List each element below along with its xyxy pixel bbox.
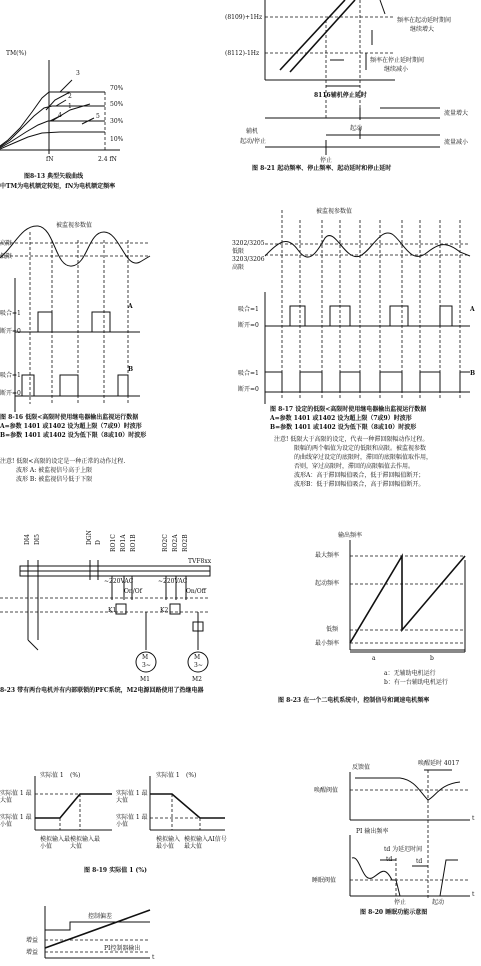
fig23-wiring xyxy=(0,560,210,672)
fig17-p2: 3203/3206 xyxy=(232,256,265,263)
fig23b-xa: a xyxy=(372,655,376,662)
fig16-note3: 波形 B: 被监视信号低于下限 xyxy=(16,476,93,483)
fig19-xmax-1: 模拟输入最大值 xyxy=(70,836,101,850)
fig19-max-2: 实际值 1 最大值 xyxy=(116,790,148,804)
fig13-plot xyxy=(0,60,120,154)
fig23b-fmin: 最小频率 xyxy=(315,640,340,647)
fig23-term-ro1a: RO1A xyxy=(120,534,127,552)
fig21-ann-up: 频率在起动延时期间 xyxy=(397,17,452,24)
fig23b-legend2: b：有一台辅助电机运行 xyxy=(384,679,448,686)
fig17-off-b: 断开=0 xyxy=(238,386,259,393)
fig16-monitored: 被监视参数值 xyxy=(56,222,93,229)
fig16-caption: 图 8-16 低限<高限时使用继电器输出监视运行数据 xyxy=(0,414,139,421)
fig17-note4: 否则，穿过高限时，滞回的高限幅值去作用。 xyxy=(294,463,415,470)
fig19-xmax-2: 模拟输入最大值 xyxy=(184,836,209,850)
fig23b-caption: 图 8-23 在一个二电机系统中，控制信号和调速电机频率 xyxy=(278,697,430,704)
fig19-unit-1: (%) xyxy=(70,772,81,779)
fig20-pi-out: PI 输出频率 xyxy=(356,828,389,835)
fig23-term-ro1c: RO1C xyxy=(110,534,117,552)
fig20-caption: 图 8-20 睡眠功能示意图 xyxy=(360,909,428,916)
fig17-low: 低限 xyxy=(232,248,245,255)
fig20-t-2: t xyxy=(472,891,475,898)
fig20-t-1: t xyxy=(472,815,475,822)
fig23b-legend1: a：无辅助电机运行 xyxy=(384,670,436,677)
fig13-x-fn: fN xyxy=(46,156,54,163)
fig23-m2: M2 xyxy=(192,676,202,683)
fig17-caption: 图 8-17 设定的低限<高限时使用继电器输出监视运行数据 xyxy=(270,406,427,413)
fig23-m1: M1 xyxy=(140,676,150,683)
fig16-plot xyxy=(0,226,150,412)
fig16-off-b: 断开=0 xyxy=(0,390,21,397)
fig13-curve-2: 2 xyxy=(68,93,72,100)
fig13-curve-3: 3 xyxy=(76,70,80,77)
fig16-on-a: 吸合=1 xyxy=(0,310,21,317)
fig13-ylabel: TM(%) xyxy=(6,50,27,57)
fig17-on-b: 吸合=1 xyxy=(238,370,259,377)
fig21-timer: 8116辅机停止延时 xyxy=(314,92,367,99)
fig16-high: 高限 xyxy=(0,240,13,247)
fig13-caption2: 中TM为电机额定转矩，fN为电机额定频率 xyxy=(0,183,116,190)
fig17-on-a: 吸合=1 xyxy=(238,306,259,313)
fig23-term-ro2b: RO2B xyxy=(182,534,189,552)
fig23b-fstart: 起动频率 xyxy=(315,580,340,587)
fig20-td-label: td 为延迟时间 xyxy=(384,846,423,853)
fig24-t: t xyxy=(152,954,155,961)
fig23b-fmax: 最大频率 xyxy=(315,552,340,559)
fig17-note2: 限幅的两个幅值为设定的低限和高限。被监视参数 xyxy=(294,445,427,452)
fig17-note3: 的曲线穿过设定的底限时，滞回的底限幅值取作用， xyxy=(294,454,433,461)
fig17-line-a: A=参数 1401 或1402 设为超上限（7或9）时波形 xyxy=(270,415,412,422)
fig23-term-ro2c: RO2C xyxy=(162,534,169,552)
fig23-caption: 8-23 带有两台电机并有内部联锁的PFC系统，M2电源回路使用了热继电器 xyxy=(0,687,204,694)
fig21-flow-up: 流量增大 xyxy=(444,110,469,117)
fig21-start: 起动 xyxy=(350,125,363,132)
fig16-on-b: 吸合=1 xyxy=(0,372,21,379)
fig17-line-b: B=参数 1401 或1402 设为低下限（8或10）时波形 xyxy=(270,424,417,431)
fig19-ylabel-2: 实际值 1 xyxy=(156,772,180,779)
fig13-caption: 图8-13 典型矢载曲线 xyxy=(24,173,84,180)
fig23-m-2: M xyxy=(194,654,201,661)
fig13-x-24fn: 2.4 fN xyxy=(98,156,117,163)
fig23-term-ro2a: RO2A xyxy=(172,534,179,552)
fig23-term-di4: DI4 xyxy=(24,534,31,545)
fig16-note1: 注意! 低限<高限的设定是一种正常的动作过程. xyxy=(0,458,126,465)
fig19-ylabel-1: 实际值 1 xyxy=(40,772,64,779)
fig23-term-ro1b: RO1B xyxy=(130,534,137,552)
fig20-sleep-level: 睡眠阀值 xyxy=(312,877,337,884)
fig24-pi-out: PI控制器输出 xyxy=(104,945,141,952)
fig16-line-b: B=参数 1401 或1402 设为低下限（8或10）时波形 xyxy=(0,432,147,439)
fig21-caption: 图 8-21 起动频率、停止频率、起动延时和停止延时 xyxy=(252,165,392,172)
fig20-td-2: td xyxy=(416,858,423,865)
fig13-curve-4: 4 xyxy=(58,112,62,119)
fig13-level-10: 10% xyxy=(110,136,124,143)
fig23-term-dgn: DGN xyxy=(86,530,93,545)
fig17-note1: 注意! 低限大于高限的设定，代表一种滞回限幅动作过程。 xyxy=(274,436,429,443)
fig21-stop: 停止 xyxy=(320,157,333,164)
fig23-m3-1: 3~ xyxy=(142,662,151,669)
fig19-caption: 图 8-19 实际值 1 (%) xyxy=(84,867,147,874)
fig20-stop: 停止 xyxy=(394,899,407,906)
fig13-curve-5: 5 xyxy=(96,113,100,120)
fig17-monitored: 被监视参数值 xyxy=(316,208,353,215)
fig21-aux: 辅机 xyxy=(246,128,259,135)
fig19-xmin-2: 模拟输入最小值 xyxy=(156,836,181,850)
fig23-onoff2: On/Off xyxy=(186,588,206,595)
fig16-low: 低限 xyxy=(0,253,13,260)
fig21-ann-up2: 继续增大 xyxy=(410,26,435,33)
fig23-v2: ~220VAC xyxy=(158,578,188,585)
fig23b-xb: b xyxy=(430,655,434,662)
fig21-f1: (8109)+1Hz xyxy=(225,14,263,21)
fig23-onoff1: On/Of xyxy=(124,588,142,595)
fig23-term-d: D xyxy=(95,540,102,545)
fig20-plot xyxy=(350,770,470,900)
fig20-feedback: 反馈值 xyxy=(352,764,371,771)
fig16-note2: 波形 A: 被监视信号高于上限 xyxy=(16,467,93,474)
fig23b-ylabel: 输出频率 xyxy=(338,532,363,539)
fig16-label-b: B xyxy=(128,366,134,373)
fig17-note6: 波形B：低于滞回幅值吸合，高于滞回幅值断开。 xyxy=(294,481,425,488)
fig13-level-30: 30% xyxy=(110,118,124,125)
fig13-level-50: 50% xyxy=(110,101,124,108)
fig23-v1: ~220VAC xyxy=(104,578,134,585)
fig23-k2: K2 xyxy=(160,607,169,614)
fig20-td-1: td xyxy=(386,856,393,863)
fig19-ai: AI信号 xyxy=(208,836,227,843)
fig21-ann-down2: 继续减小 xyxy=(384,66,409,73)
fig19-min-2: 实际值 1 最小值 xyxy=(116,814,148,828)
fig23-k1: K1 xyxy=(108,607,117,614)
fig16-line-a: A=参数 1401 或1402 设为超上限（7或9）时波形 xyxy=(0,423,142,430)
fig20-wake-delay: 唤醒延时 4017 xyxy=(418,760,460,767)
fig24-gain-1: 增益 xyxy=(26,937,39,944)
fig23-m-1: M xyxy=(142,654,149,661)
fig16-label-a: A xyxy=(128,303,133,310)
fig20-start: 起动 xyxy=(432,899,445,906)
fig13-level-70: 70% xyxy=(110,85,124,92)
fig13-curve-1: 1 xyxy=(68,103,72,110)
fig21-aux2: 起动/停止 xyxy=(240,138,267,145)
fig17-plot xyxy=(265,210,470,404)
fig17-p1: 3202/3205 xyxy=(232,240,265,247)
fig16-off-a: 断开=0 xyxy=(0,328,21,335)
fig23b-flow: 低频 xyxy=(326,626,339,633)
fig17-note5: 波形A：高于滞回幅值吸合，低于滞回幅值断开； xyxy=(294,472,425,479)
fig21-flow-down: 流量减小 xyxy=(444,139,469,146)
fig19-unit-2: (%) xyxy=(186,772,197,779)
fig17-label-a: A xyxy=(470,306,475,313)
fig17-high: 高限 xyxy=(232,264,245,271)
fig17-label-b: B xyxy=(470,370,476,377)
fig21-f2: (8112)-1Hz xyxy=(225,50,260,57)
fig23-m3-2: 3~ xyxy=(194,662,203,669)
fig24-ctrl-dev: 控制偏差 xyxy=(88,913,113,920)
fig24-gain-2: 增益 xyxy=(26,949,39,956)
fig19-min-1: 实际值 1 最小值 xyxy=(0,814,32,828)
fig17-off-a: 断开=0 xyxy=(238,322,259,329)
fig20-wake-level: 唤醒阀值 xyxy=(314,787,339,794)
fig23-term-di5: DI5 xyxy=(34,534,41,545)
fig19-xmin-1: 模拟输入最小值 xyxy=(40,836,71,850)
fig23b-plot xyxy=(350,540,465,652)
fig19-max-1: 实际值 1 最大值 xyxy=(0,790,32,804)
fig23-drive: TVF8xx xyxy=(188,558,212,565)
fig21-ann-down: 频率在停止延时期间 xyxy=(370,57,425,64)
